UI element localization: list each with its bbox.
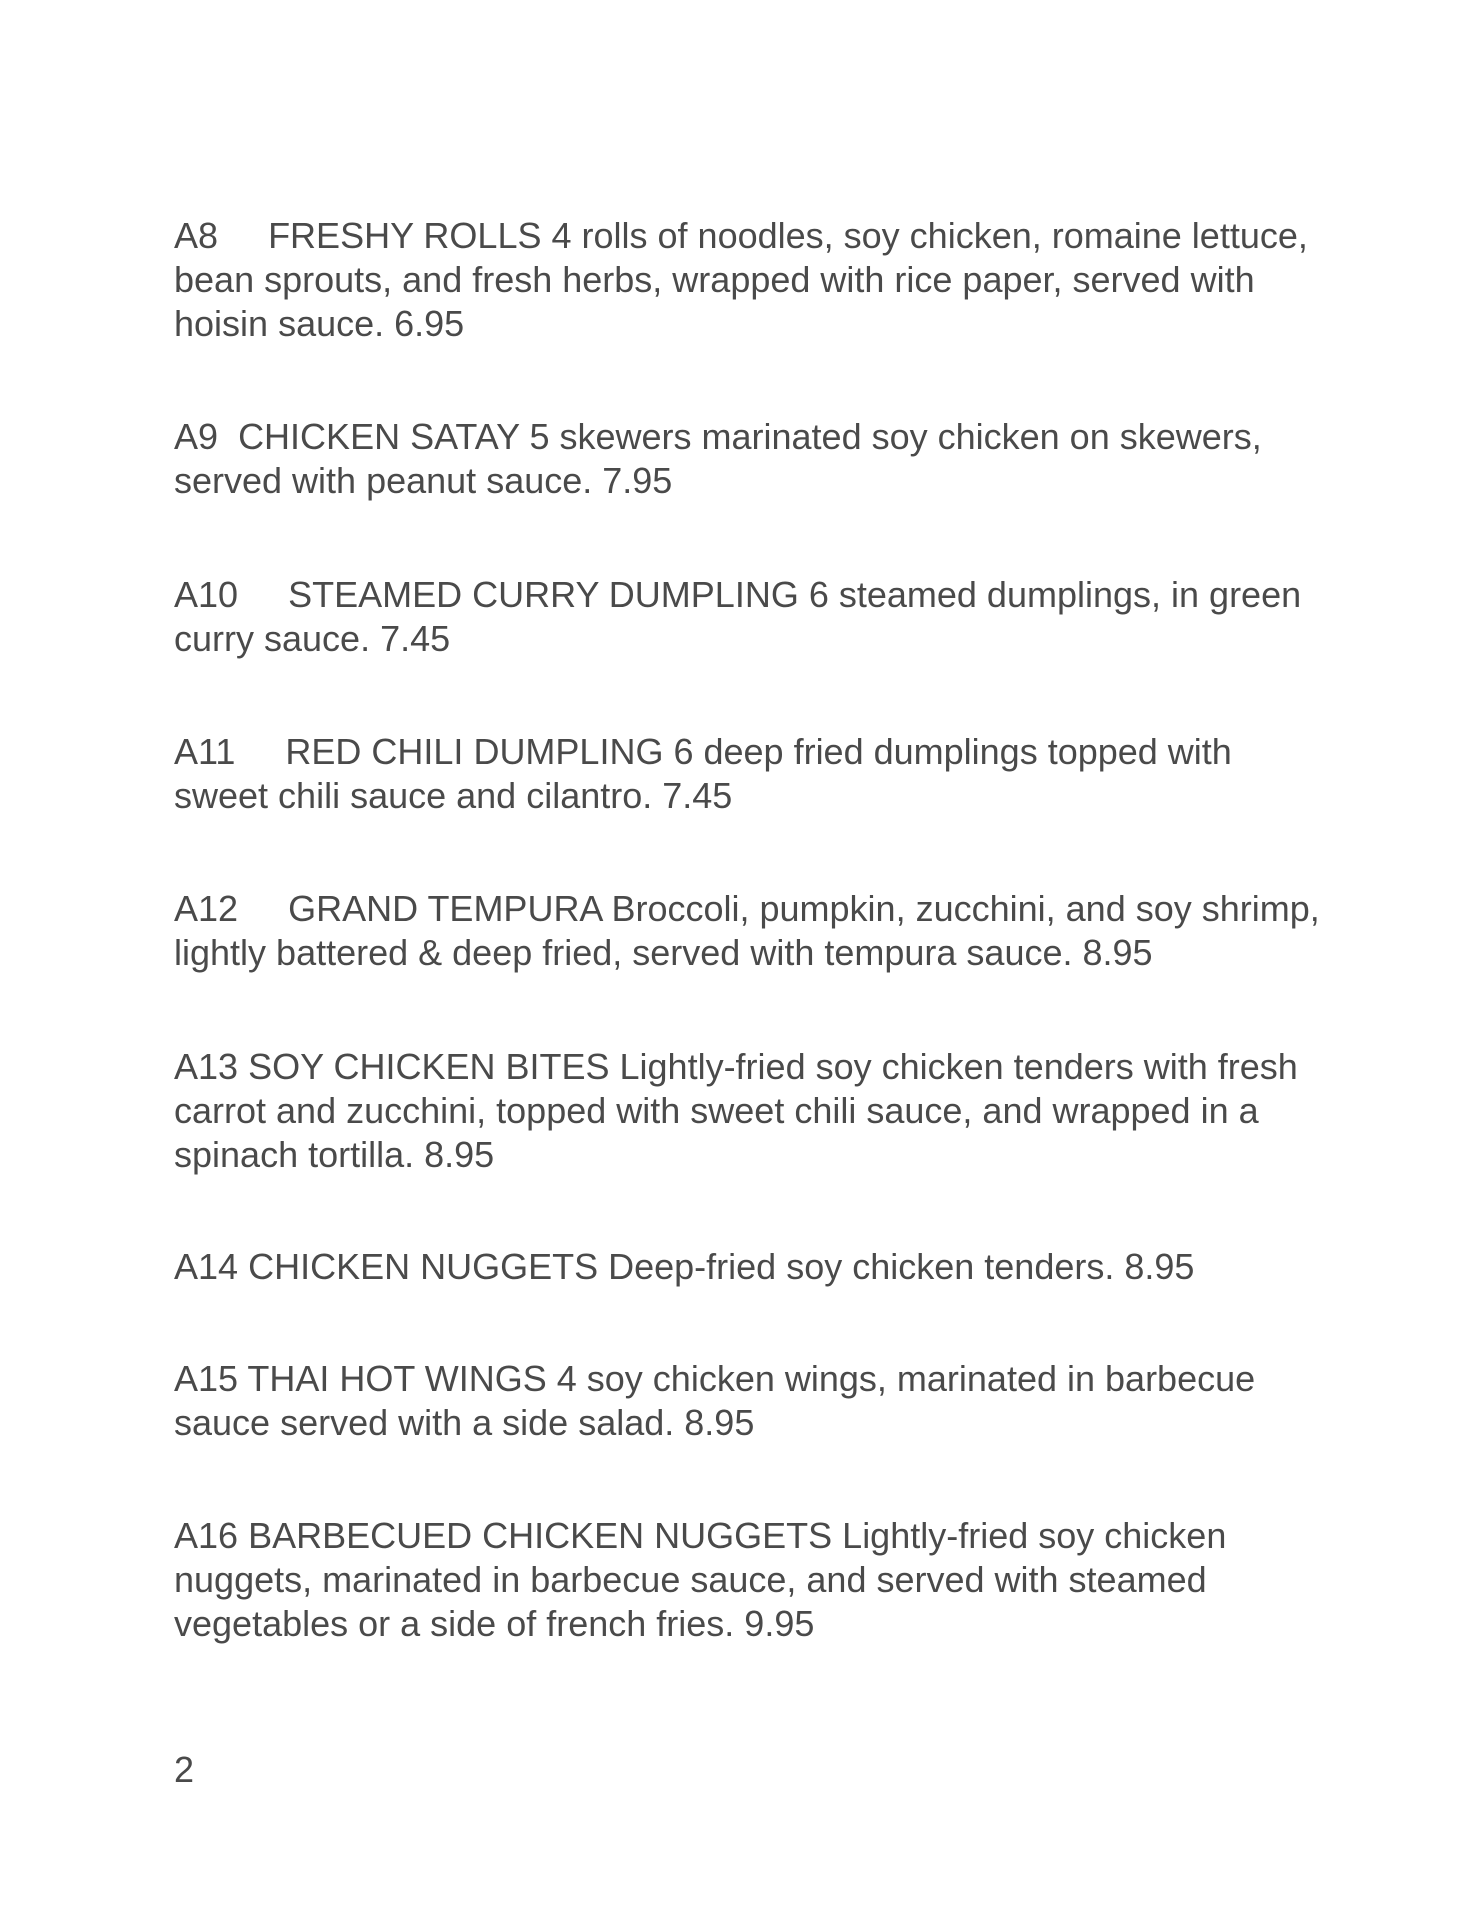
menu-item-a11 (174, 730, 1334, 818)
item-description: FRESHY ROLLS 4 rolls of noodles, soy chicken, romaine lettuce, bean sprouts, and fresh herbs, wrapped with rice paper, served with hoisin sauce. 6.95 (174, 215, 1308, 344)
item-description: STEAMED CURRY DUMPLING 6 steamed dumplings, in green curry sauce. 7.45 (174, 574, 1302, 659)
item-description: THAI HOT WINGS 4 soy chicken wings, marinated in barbecue sauce served with a side salad. 8.95 (174, 1358, 1256, 1443)
item-code: A16 (174, 1515, 239, 1556)
item-code: A11 (174, 731, 236, 772)
item-description: CHICKEN SATAY 5 skewers marinated soy chicken on skewers, served with peanut sauce. 7.95 (174, 416, 1262, 501)
item-code: A12 (174, 888, 239, 929)
menu-item-a12 (174, 887, 1334, 975)
item-code: A8 (174, 215, 219, 256)
item-code: A10 (174, 574, 239, 615)
item-code: A14 (174, 1246, 239, 1287)
item-description: CHICKEN NUGGETS Deep-fried soy chicken tenders. 8.95 (248, 1246, 1195, 1287)
menu-item-a14 (174, 1245, 1334, 1289)
item-code: A13 (174, 1046, 239, 1087)
menu-item-a10 (174, 573, 1334, 661)
menu-item-a9 (174, 415, 1334, 503)
item-description: BARBECUED CHICKEN NUGGETS Lightly-fried soy chicken nuggets, marinated in barbecue sauce, and served with steamed vegetables or a side of french fries. 9.95 (174, 1515, 1227, 1644)
menu-item-a15 (174, 1357, 1334, 1445)
menu-item-a8 (174, 214, 1334, 346)
item-code: A9 (174, 416, 219, 457)
menu-item-a13 (174, 1045, 1334, 1177)
item-description: GRAND TEMPURA Broccoli, pumpkin, zucchini, and soy shrimp, lightly battered & deep fried, served with tempura sauce. 8.95 (174, 888, 1320, 973)
item-description: SOY CHICKEN BITES Lightly-fried soy chicken tenders with fresh carrot and zucchini, topped with sweet chili sauce, and wrapped in a spinach tortilla. 8.95 (174, 1046, 1298, 1175)
item-code: A15 (174, 1358, 239, 1399)
item-description: RED CHILI DUMPLING 6 deep fried dumplings topped with sweet chili sauce and cilantro. 7.45 (174, 731, 1232, 816)
page-number: 2 (174, 1749, 195, 1790)
menu-item-a16 (174, 1514, 1334, 1646)
